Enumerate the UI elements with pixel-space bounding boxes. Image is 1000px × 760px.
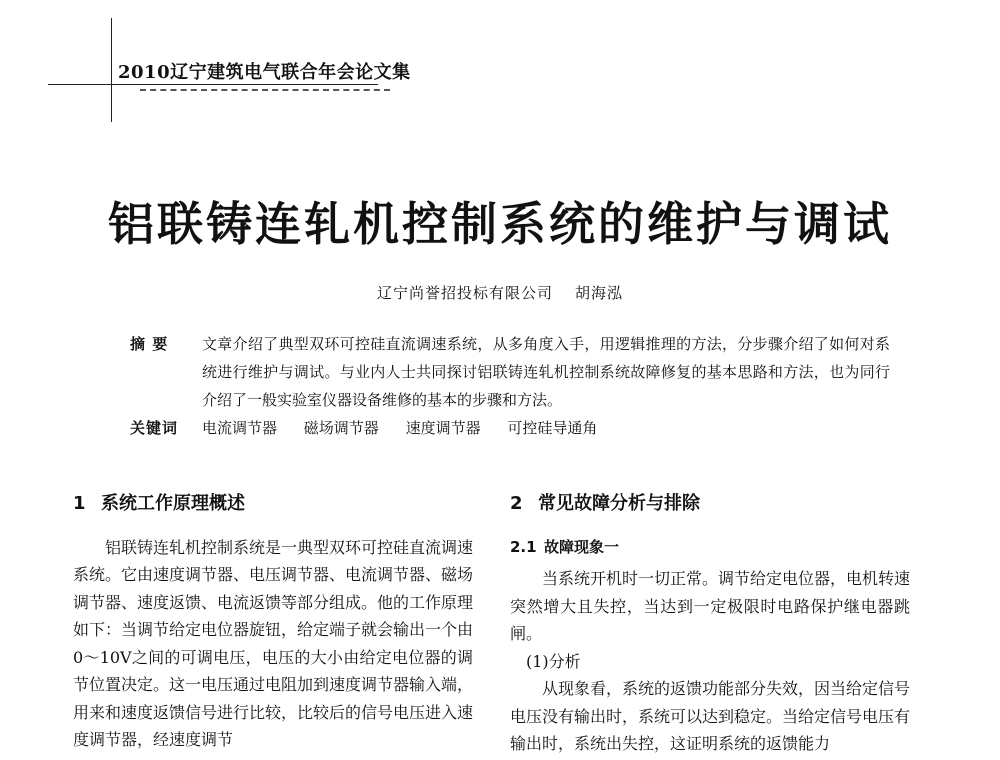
left-column (73, 490, 473, 754)
keyword: 磁场调节器 (303, 419, 379, 437)
section-2-heading (510, 490, 910, 518)
keywords-list (202, 414, 890, 442)
abstract-text: 文章介绍了典型双环可控硅直流调速系统，从多角度入手，用逻辑推理的方法，分步骤介绍了如何对系统进行维护与调试。与业内人士共同探讨铝联铸连轧机控制系统故障修复的基本思路和方法，也为同行介绍了一般实验室仪器设备维修的基本的步骤和方法。 (202, 335, 890, 409)
keyword: 电流调节器 (202, 419, 278, 437)
subsection-2-1-paragraph-2: 从现象看，系统的返馈功能部分失效，因当给定信号电压没有输出时，系统可以达到稳定。当给定信号电压有输出时，系统出失控，这证明系统的返馈能力 (510, 679, 911, 753)
subsection-2-1-title: 故障现象一 (544, 537, 620, 556)
analysis-label: (1)分析 (526, 651, 581, 671)
section-1-paragraph: 铝联铸连轧机控制系统是一典型双环可控硅直流调速系统。它由速度调节器、电压调节器、电流调节器、磁场调节器、速度返馈、电流返馈等部分组成。他的工作原理如下：当调节给定电位器旋钮，给定端子就会输出一个由0～10V之间的可调电压，电压的大小由给定电位器的调节位置决定。这一电压通过电阻加到速度调节器输入端，用来和速度返馈信号进行比较，比较后的信号电压进入速度调节器，经速度调节 (73, 537, 474, 749)
abstract-block (130, 330, 890, 442)
right-column (510, 490, 910, 758)
keyword: 速度调节器 (405, 419, 481, 437)
article-title: 铝联铸连轧机控制系统的维护与调试 (108, 197, 892, 251)
header-dashed-rule (140, 89, 390, 91)
keywords-row (130, 414, 890, 442)
author-affiliation: 辽宁尚誉招投标有限公司 (376, 284, 553, 302)
section-1-title: 系统工作原理概述 (101, 493, 245, 514)
author-name: 胡海泓 (575, 284, 624, 302)
section-2-number: 2 (510, 493, 523, 514)
keyword: 可控硅导通角 (507, 419, 598, 437)
running-title: 2010辽宁建筑电气联合年会论文集 (118, 62, 411, 83)
header-vertical-rule (111, 18, 112, 122)
subsection-2-1-heading (510, 534, 910, 562)
subsection-2-1-paragraph-1: 当系统开机时一切正常。调节给定电位器，电机转速突然增大且失控，当达到一定极限时电路保护继电器跳闸。 (510, 569, 911, 643)
section-1-heading (73, 490, 473, 518)
abstract-label: 摘 要 (130, 335, 169, 353)
byline (0, 282, 1000, 303)
section-1-number: 1 (73, 493, 86, 514)
section-2-title: 常见故障分析与排除 (538, 493, 700, 514)
keywords-label: 关键词 (130, 419, 179, 437)
subsection-2-1-number: 2.1 (510, 537, 537, 556)
header-horizontal-rule (48, 84, 378, 85)
abstract-row (130, 330, 890, 414)
